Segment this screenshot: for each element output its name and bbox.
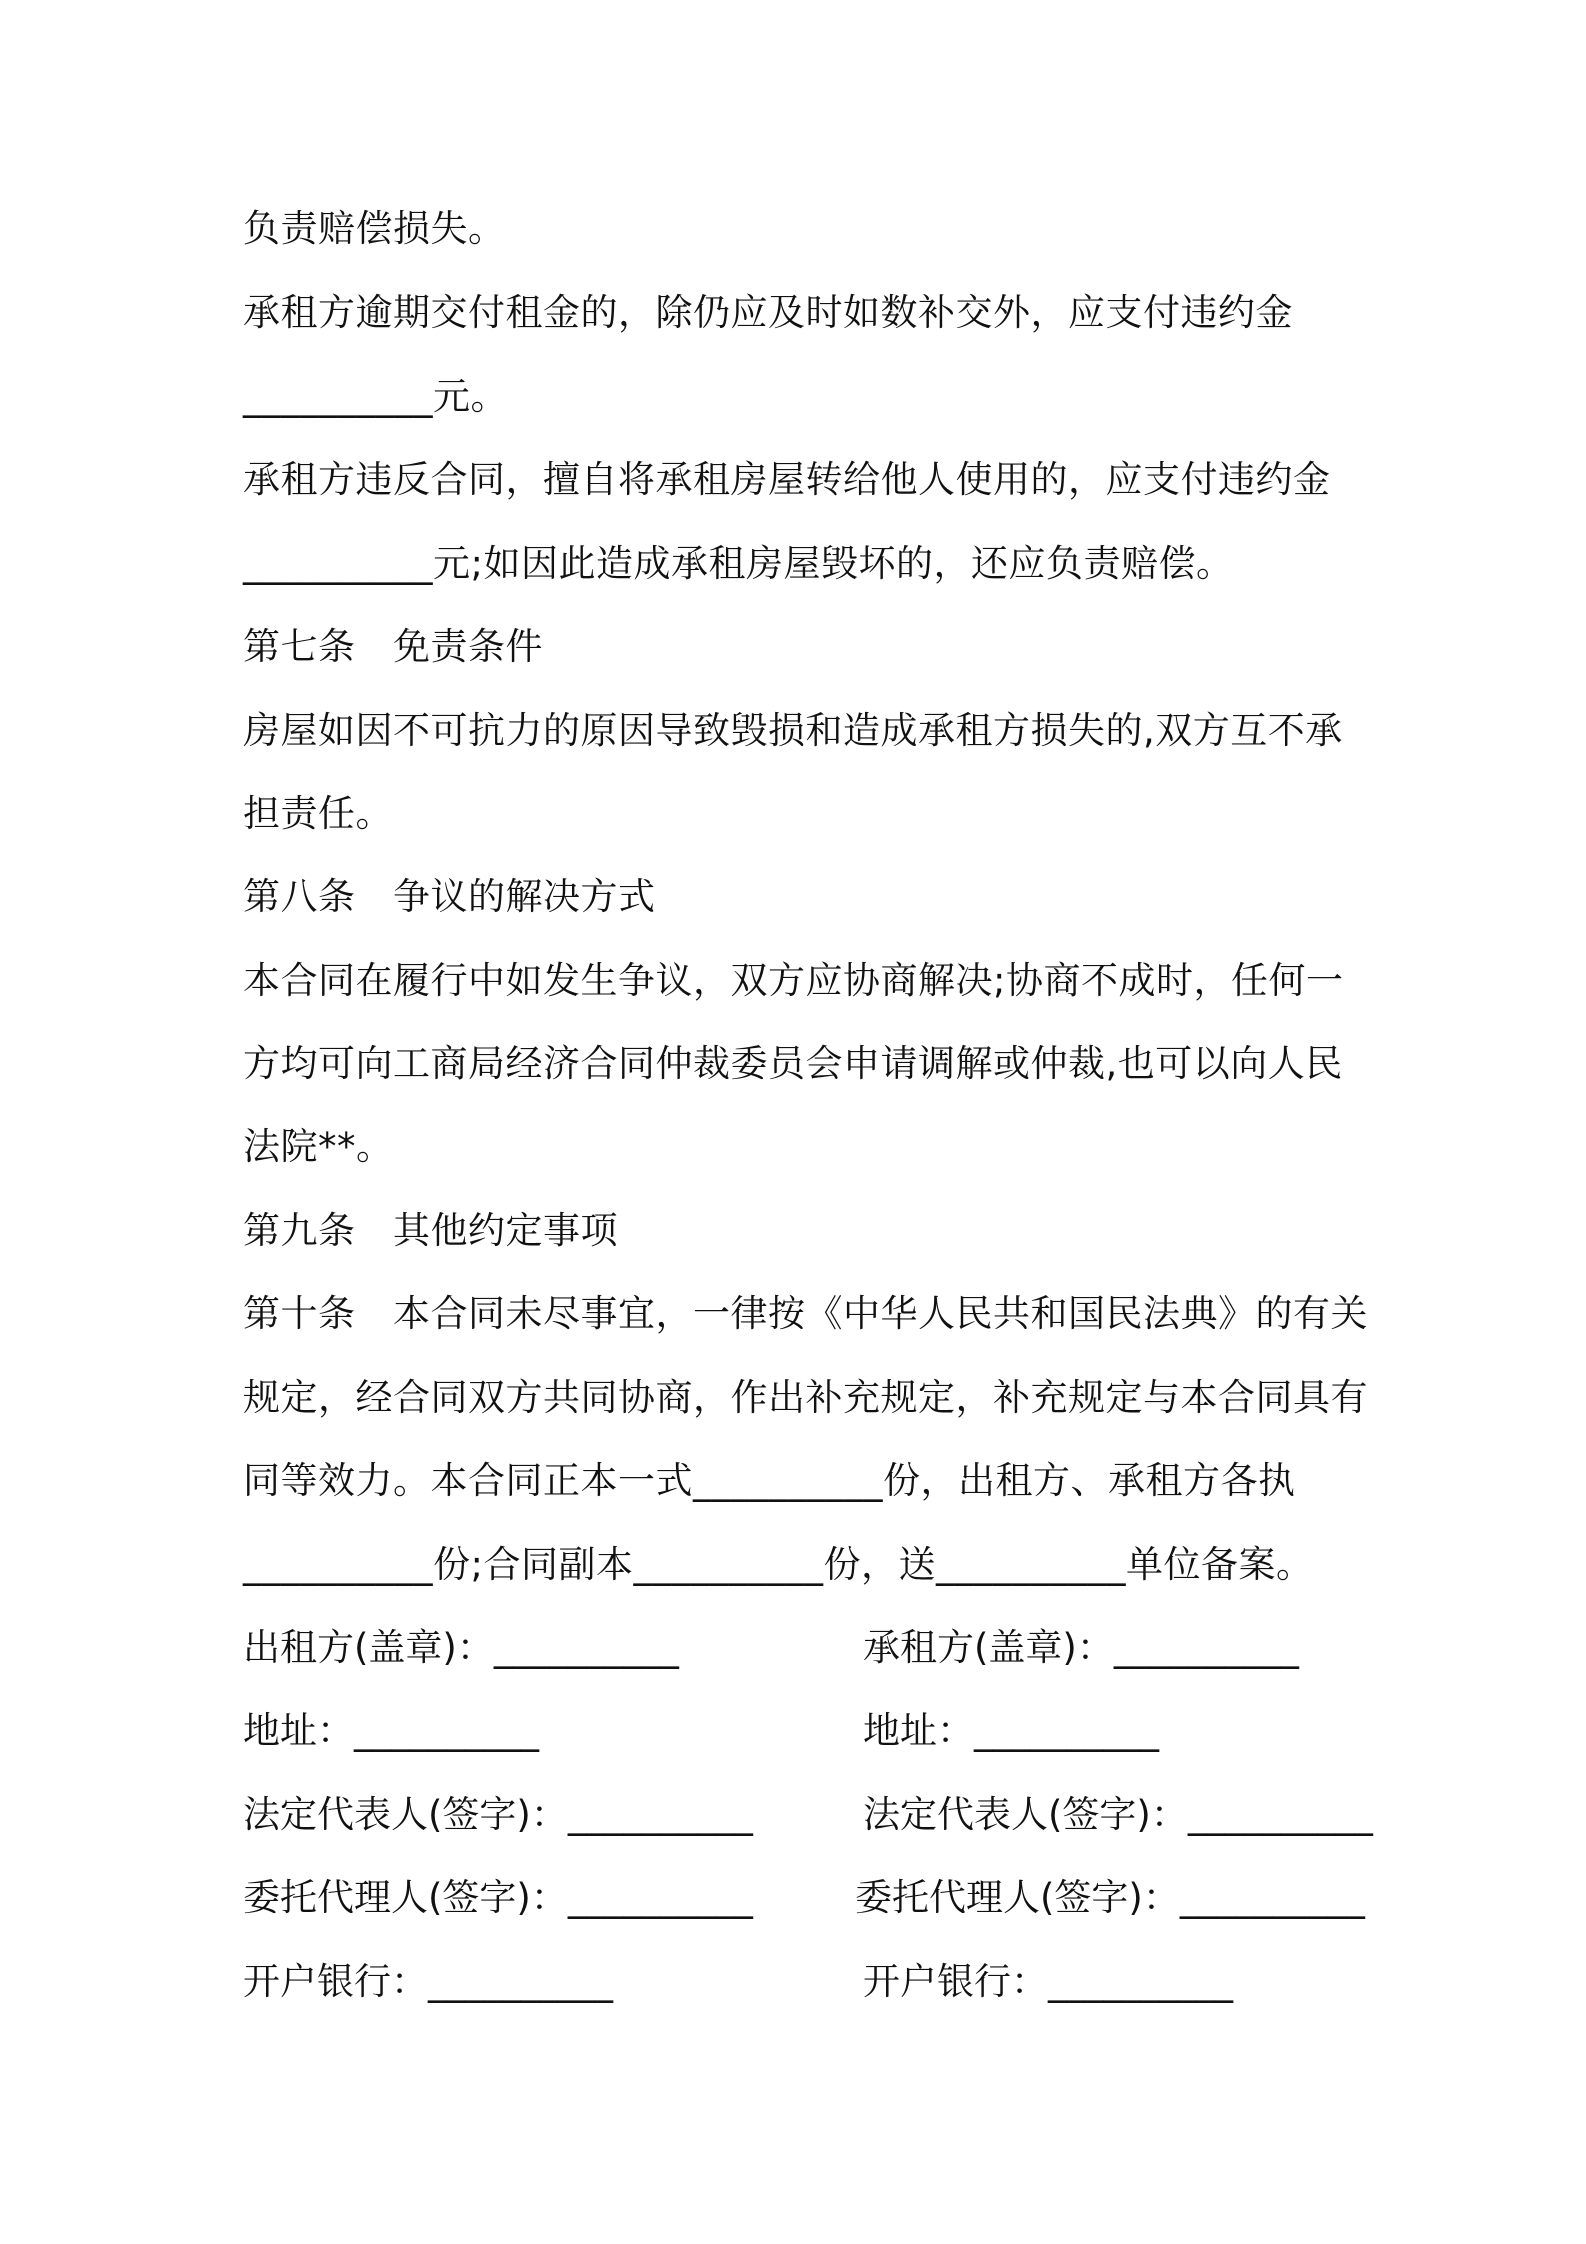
signature-row-address: [243, 1706, 1363, 1756]
paragraph-line: 规定，经合同双方共同协商，作出补充规定，补充规定与本合同具有: [243, 1376, 1368, 1419]
signature-row-legal-rep: [243, 1790, 1373, 1840]
signature-row-bank: [243, 1957, 1363, 2007]
paragraph-line: 房屋如因不可抗力的原因导致毁损和造成承租方损失的,双方互不承: [243, 709, 1343, 752]
lessor-legal-rep-field: 法定代表人(签字)：__________: [243, 1793, 753, 1836]
paragraph-line: 第十条 本合同未尽事宜，一律按《中华人民共和国民法典》的有关: [243, 1292, 1368, 1335]
paragraph-line: 方均可向工商局经济合同仲裁委员会申请调解或仲裁,也可以向人民: [243, 1042, 1343, 1085]
article-heading: 第九条 其他约定事项: [243, 1209, 618, 1252]
lessor-address-field: 地址：__________: [243, 1709, 539, 1752]
paragraph-line: __________份;合同副本__________份，送__________单位备案。: [243, 1543, 1314, 1586]
paragraph-line: 承租方违反合同，擅自将承租房屋转给他人使用的，应支付违约金: [243, 458, 1331, 501]
article-heading: 第八条 争议的解决方式: [243, 875, 656, 918]
paragraph-line: 法院**。: [243, 1125, 394, 1168]
paragraph-line: 同等效力。本合同正本一式__________份，出租方、承租方各执: [243, 1459, 1296, 1502]
paragraph-line: 本合同在履行中如发生争议，双方应协商解决;协商不成时，任何一: [243, 959, 1344, 1002]
lessor-bank-field: 开户银行：__________: [243, 1960, 613, 2003]
paragraph-line: 承租方逾期交付租金的，除仍应及时如数补交外，应支付违约金: [243, 291, 1293, 334]
signature-row-seal: [243, 1623, 1363, 1673]
article-heading: 第七条 免责条件: [243, 625, 543, 668]
paragraph-line: 担责任。: [243, 792, 393, 835]
paragraph-line: __________元。: [243, 375, 508, 418]
lessee-seal-field: 承租方(盖章)：__________: [863, 1626, 1299, 1669]
lessee-legal-rep-field: 法定代表人(签字)：__________: [863, 1793, 1373, 1836]
lessee-address-field: 地址：__________: [863, 1709, 1159, 1752]
lessor-seal-field: 出租方(盖章)：__________: [243, 1626, 679, 1669]
lessor-agent-field: 委托代理人(签字)：__________: [243, 1876, 753, 1919]
paragraph-line: __________元;如因此造成承租房屋毁坏的，还应负责赔偿。: [243, 542, 1234, 585]
paragraph-line: 负责赔偿损失。: [243, 207, 506, 250]
lessee-bank-field: 开户银行：__________: [863, 1960, 1233, 2003]
signature-row-agent: [243, 1873, 1363, 1923]
lessee-agent-field: 委托代理人(签字)：__________: [855, 1876, 1365, 1919]
